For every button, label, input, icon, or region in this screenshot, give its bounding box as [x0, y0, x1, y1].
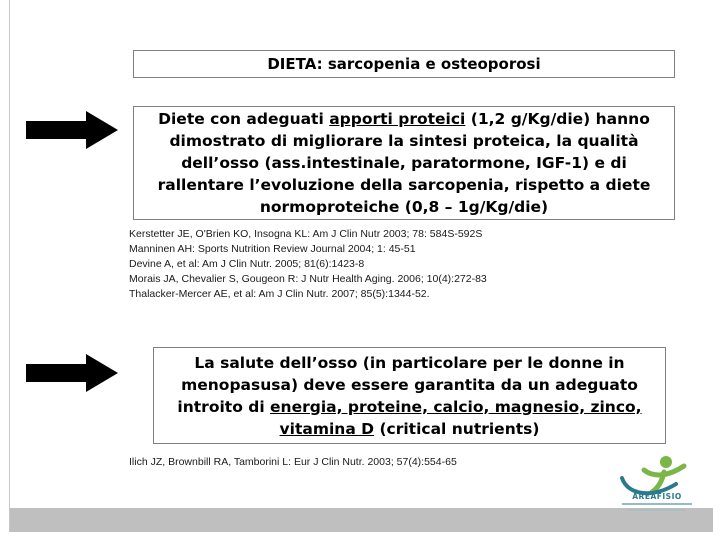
reference-item: Kerstetter JE, O'Brien KO, Insogna KL: Am J Clin Nutr 2003; 78: 584S-592S [129, 228, 483, 240]
protein-statement-post: (1,2 g/Kg/die) hanno dimostrato di migliorare la sintesi proteica, la qualità dell’osso (ass.intestinale, paratormone, IGF-1) e di rallentare l’evoluzione della sarcopenia, rispetto a diete normoproteiche (0,8 – 1g/Kg/die) [157, 110, 651, 216]
right-arrow-icon [26, 111, 118, 149]
reference-item: Thalacker-Mercer AE, et al: Am J Clin Nutr. 2007; 85(5):1344-52. [129, 288, 430, 300]
logo-wordmark: AREAFISIO [632, 492, 682, 501]
right-arrow-icon [26, 354, 118, 392]
slide-title-box [133, 50, 675, 78]
slide-bottom-band [10, 508, 713, 532]
reference-item: Morais JA, Chevalier S, Gougeon R: J Nutr Health Aging. 2006; 10(4):272-83 [129, 273, 487, 285]
protein-statement [140, 108, 668, 218]
bone-health-statement [160, 352, 659, 440]
areafisio-logo-icon [614, 448, 700, 532]
references-list [129, 227, 487, 302]
bone-health-post: (critical nutrients) [374, 419, 540, 438]
protein-statement-underlined: apporti proteici [329, 110, 466, 128]
bone-health-box [153, 347, 666, 444]
protein-statement-pre: Diete con adeguati [158, 110, 330, 128]
slide-title: DIETA: sarcopenia e osteoporosi [267, 55, 541, 73]
slide-left-rule [9, 0, 10, 532]
reference-item: Devine A, et al: Am J Clin Nutr. 2005; 81(6):1423-8 [129, 258, 365, 270]
bone-health-pre: La salute dell’osso (in particolare per le donne in menopasusa) deve essere garantita da un adeguato introito di [177, 353, 638, 416]
reference-item: Ilich JZ, Brownbill RA, Tamborini L: Eur J Clin Nutr. 2003; 57(4):554-65 [129, 456, 457, 468]
protein-statement-box [133, 106, 675, 220]
bone-health-nutrients: energia, proteine, calcio, magnesio, zinco, vitamina D [270, 397, 642, 438]
reference-item: Manninen AH: Sports Nutrition Review Journal 2004; 1: 45-51 [129, 243, 416, 255]
